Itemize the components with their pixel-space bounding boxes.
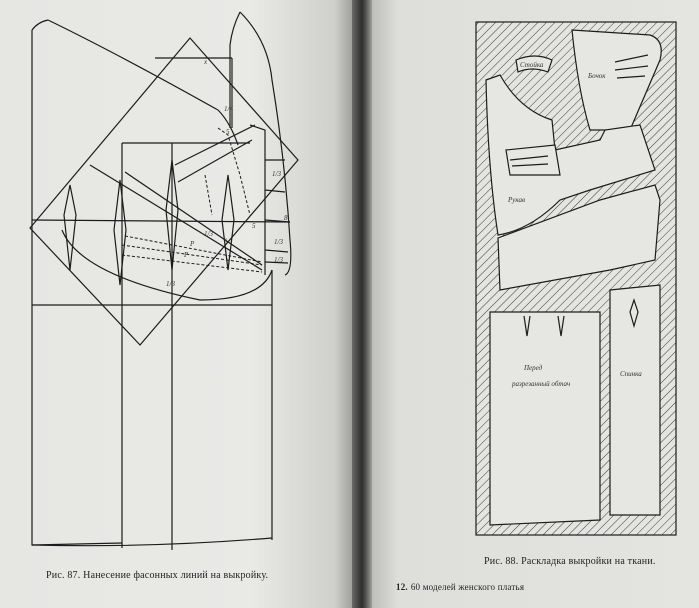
mark-1-3b: 1/3 (204, 230, 213, 238)
mark-1-3d: 1/3 (274, 256, 283, 264)
mark-x-top: x (204, 58, 208, 66)
label-rukav: Рукав (508, 196, 526, 204)
label-pered: Перед (524, 364, 543, 372)
mark-5a: 5 (226, 128, 230, 136)
label-spinka: Спинка (620, 370, 642, 378)
footer-text: 60 моделей женского платья (410, 582, 525, 592)
mark-8: 8 (284, 214, 288, 222)
mark-5b: 5 (252, 222, 256, 230)
mark-1-3e: 1/3 (166, 280, 175, 288)
mark-x-mid: x (224, 236, 228, 244)
fabric-layout (476, 22, 676, 535)
mark-1-3a: 1/3 (272, 170, 281, 178)
page-footer (396, 582, 524, 592)
label-pered-sub: разрезанный обтач (512, 380, 571, 388)
label-stoyka: Стойка (520, 61, 544, 69)
left-figure-caption: Рис. 87. Нанесение фасонных линий на выкройку. (46, 570, 269, 581)
mark-1-4: 1/4 (224, 105, 233, 113)
mark-1-3c: 1/3 (274, 238, 283, 246)
mark-p2: P (184, 251, 189, 259)
mark-p1: P (190, 240, 195, 248)
label-bochok: Бочок (588, 72, 606, 80)
right-figure-caption: Рис. 88. Раскладка выкройки на ткани. (484, 556, 656, 567)
page-number: 12. (396, 582, 408, 592)
